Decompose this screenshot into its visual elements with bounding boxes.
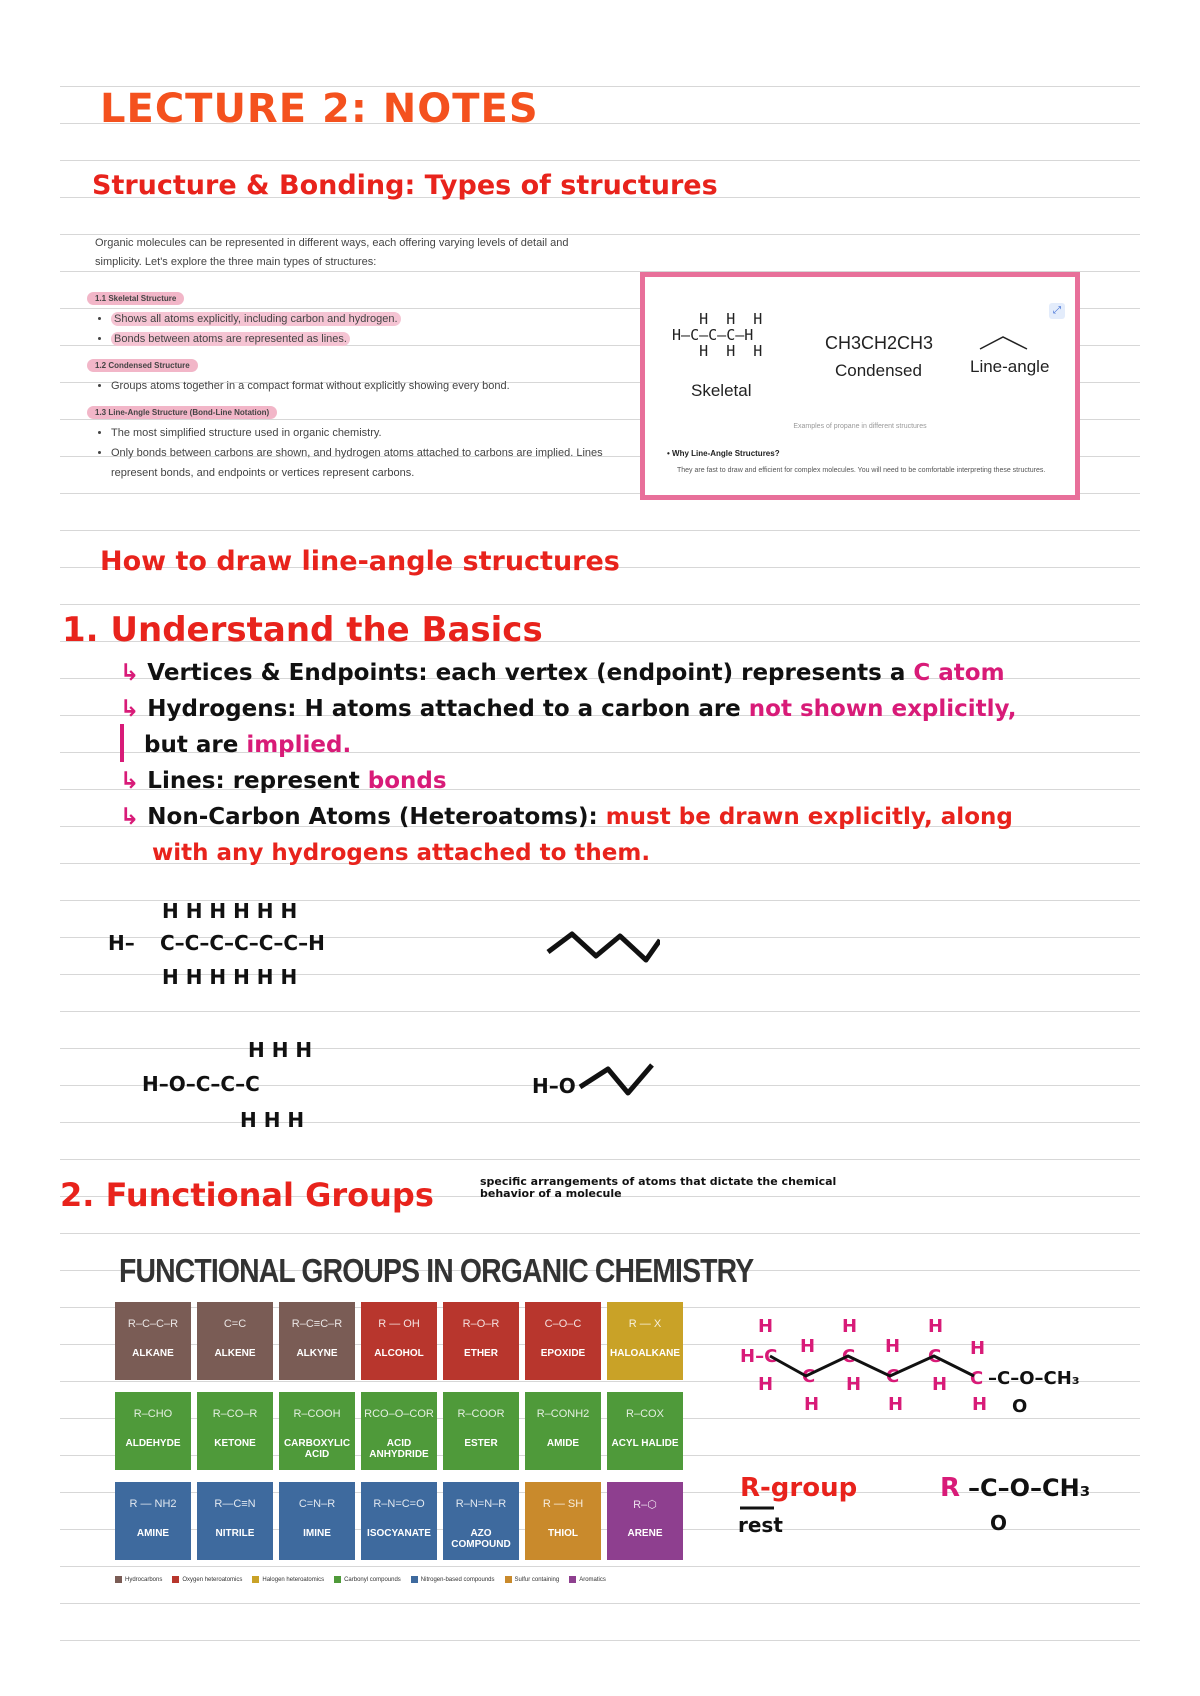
legend-item [569,1576,606,1583]
functional-group-tile [279,1302,355,1380]
functional-groups-poster [115,1252,754,1584]
legend-label: Carbonyl compounds [344,1577,401,1584]
functional-group-tile [279,1482,355,1560]
tile-name: KETONE [214,1438,256,1449]
section-tag-condensed: 1.2 Condensed Structure [87,359,198,372]
functional-group-tile [443,1302,519,1380]
tile-name: ALKANE [132,1348,174,1359]
ruled-line [60,1159,1140,1160]
svg-text:H: H [885,1336,901,1357]
bullet-lines: ↳ Lines: represent bonds [120,768,447,794]
ruled-line [60,1233,1140,1234]
bullet-heteroatoms-continued: with any hydrogens attached to them. [152,840,651,866]
bullet-hydrogens-continued: but are implied. [144,732,352,758]
skeletal-label: Skeletal [691,381,752,400]
tile-name: EPOXIDE [540,1348,586,1359]
textbook-excerpt [95,234,615,487]
tile-name: ALKYNE [296,1348,338,1359]
legend-swatch [115,1576,122,1583]
line-angle-drawing [975,333,1035,353]
tile-name: ISOCYANATE [367,1528,431,1539]
legend-label: Nitrogen-based compounds [420,1577,495,1584]
tile-name: ACYL HALIDE [611,1438,679,1449]
tile-name: ALDEHYDE [125,1438,181,1449]
tile-formula: R—C≡N [214,1498,256,1510]
tile-name: IMINE [303,1528,331,1539]
tile-formula: R–C≡C–R [291,1318,343,1330]
functional-groups-grid [115,1302,705,1560]
tile-formula: R — X [628,1318,662,1330]
list-item: • The most simplified structure used in organic chemistry. [111,423,615,443]
legend-label: Aromatics [579,1577,606,1584]
functional-group-tile [115,1392,191,1470]
tile-name: ALCOHOL [374,1348,424,1359]
svg-text:H H H: H H H [248,1038,313,1062]
ruled-line [60,1011,1140,1012]
tile-name: NITRILE [215,1528,255,1539]
tile-formula: R–CONH2 [536,1408,590,1420]
legend-swatch [252,1576,259,1583]
why-title: • Why Line-Angle Structures? [667,449,780,458]
svg-text:C: C [928,1346,942,1367]
tile-formula: C–O–C [544,1318,582,1330]
bullet-vertices: ↳ Vertices & Endpoints: each vertex (endpoint) represents a C atom [120,660,1005,686]
ruled-line [60,604,1140,605]
tile-formula: RCO–O–COR [364,1408,434,1420]
svg-text:R: R [940,1473,961,1503]
svg-text:H: H [800,1336,816,1357]
tile-name: AMIDE [546,1438,580,1449]
list-item: • Bonds between atoms are represented as lines. [111,329,615,349]
tile-name: ARENE [627,1528,663,1539]
tile-formula: R — NH2 [129,1498,177,1510]
tile-name: AMINE [136,1528,170,1539]
svg-text:H: H [846,1374,862,1395]
page-title: LECTURE 2: NOTES [100,86,539,132]
section-1-heading: 1. Understand the Basics [62,610,543,650]
tile-name: ETHER [464,1348,498,1359]
legend-item [115,1576,162,1583]
hexane-skeletal-drawing [100,890,660,1000]
functional-group-tile [607,1392,683,1470]
functional-group-tile [197,1392,273,1470]
line-angle-list [95,423,615,483]
svg-text:C: C [970,1368,984,1389]
ester-structure-drawing [720,1310,1140,1630]
svg-text:O: O [1012,1396,1028,1417]
legend-swatch [505,1576,512,1583]
legend-swatch [569,1576,576,1583]
svg-text:H: H [758,1316,774,1337]
bracket-mark [120,724,124,762]
svg-text:H: H [758,1374,774,1395]
functional-group-tile [525,1392,601,1470]
legend-item [505,1576,560,1583]
svg-text:–C–O–CH₃: –C–O–CH₃ [988,1368,1080,1389]
svg-text:O: O [990,1511,1008,1535]
list-item: • Groups atoms together in a compact format without explicitly showing every bond. [111,376,615,396]
section-tag-line-angle: 1.3 Line-Angle Structure (Bond-Line Notation) [87,406,277,419]
bullet-hydrogens: ↳ Hydrogens: H atoms attached to a carbon are not shown explicitly, [120,696,1017,722]
tile-formula: R–COOR [457,1408,505,1420]
line-angle-label: Line-angle [970,357,1050,376]
tile-formula: C=N–R [298,1498,336,1510]
functional-group-tile [115,1482,191,1560]
functional-groups-definition: specific arrangements of atoms that dictate the chemical behavior of a molecule [480,1175,837,1200]
functional-group-tile [115,1302,191,1380]
svg-text:H: H [804,1394,820,1415]
tile-name: ACID ANHYDRIDE [369,1438,429,1460]
legend-swatch [334,1576,341,1583]
why-text: They are fast to draw and efficient for complex molecules. You will need to be comfortable interpreting these structures. [677,467,1046,474]
functional-group-tile [525,1302,601,1380]
ruled-line [60,530,1140,531]
card-caption: Examples of propane in different structures [793,423,927,430]
r-group-label: R-group [740,1473,858,1503]
tile-formula: R–N=N–R [455,1498,507,1510]
svg-text:H: H [842,1316,858,1337]
legend-label: Hydrocarbons [125,1577,163,1584]
legend-swatch [411,1576,418,1583]
list-item: • Only bonds between carbons are shown, and hydrogen atoms attached to carbons are implied. Lines represent bonds, and endpoints or vertices represent carbons. [111,443,615,483]
section-tag-skeletal: 1.1 Skeletal Structure [87,292,184,305]
rest-label: rest [738,1513,783,1537]
svg-text:H: H [888,1394,904,1415]
propanol-line-angle [580,1065,652,1093]
list-item: • Shows all atoms explicitly, including carbon and hydrogen. [111,309,615,329]
ruled-line [60,160,1140,161]
tile-name: THIOL [548,1528,578,1539]
condensed-label: Condensed [835,361,922,380]
propanol-skeletal-drawing [140,1035,700,1145]
section-subtitle: Structure & Bonding: Types of structures [92,170,718,201]
tile-name: ESTER [464,1438,498,1449]
tile-name: CARBOXYLIC ACID [283,1438,351,1460]
svg-text:H H H: H H H [240,1108,305,1132]
svg-text:H: H [932,1374,948,1395]
svg-text:H: H [970,1338,986,1359]
legend-label: Sulfur containing [514,1577,560,1584]
skeletal-structure-drawing: H H H H–C–C–C–H H H H [672,310,763,360]
propane-structures-card [640,272,1080,500]
svg-text:H–C: H–C [740,1346,778,1367]
functional-group-tile [361,1392,437,1470]
functional-group-tile [443,1482,519,1560]
tile-formula: R–C–C–R [127,1318,179,1330]
legend-label: Halogen heteroatomics [262,1577,325,1584]
tile-name: ALKENE [214,1348,256,1359]
functional-group-tile [607,1482,683,1560]
tile-formula: R–CO–R [212,1408,258,1420]
functional-group-tile [443,1392,519,1470]
legend-item [172,1576,242,1583]
skeletal-list [95,309,615,349]
svg-text:H: H [928,1316,944,1337]
legend-item [411,1576,495,1583]
tile-formula: R — SH [542,1498,584,1510]
hexane-line-angle [548,934,660,960]
ruled-line [60,1640,1140,1641]
how-to-heading: How to draw line-angle structures [100,546,620,577]
section-2-heading: 2. Functional Groups [60,1176,434,1214]
tile-formula: C=C [223,1318,247,1330]
legend-label: Oxygen heteroatomics [182,1577,243,1584]
svg-text:H H H H H H: H H H H H H [162,899,298,923]
expand-icon[interactable]: ⤢ [1049,303,1065,319]
svg-text:–C–O–CH₃: –C–O–CH₃ [968,1474,1091,1502]
svg-text:C–C–C–C–C–C–H: C–C–C–C–C–C–H [160,931,325,955]
poster-legend [115,1576,705,1583]
tile-formula: R–CHO [133,1408,173,1420]
functional-group-tile [361,1302,437,1380]
svg-text:H–: H– [108,931,135,955]
tile-formula: R–⬡ [633,1499,657,1511]
tile-formula: R — OH [378,1318,420,1330]
tile-formula: R–O–R [462,1318,500,1330]
svg-text:H: H [972,1394,988,1415]
tile-name: HALOALKANE [610,1348,680,1359]
svg-text:C: C [842,1346,856,1367]
functional-group-tile [197,1302,273,1380]
poster-title: FUNCTIONAL GROUPS IN ORGANIC CHEMISTRY [119,1252,754,1289]
functional-group-tile [197,1482,273,1560]
legend-swatch [172,1576,179,1583]
tile-formula: R–COX [626,1408,664,1420]
functional-group-tile [525,1482,601,1560]
tile-formula: R–N=C=O [373,1498,425,1510]
functional-group-tile [361,1482,437,1560]
intro-paragraph: Organic molecules can be represented in different ways, each offering varying levels of detail and simplicity. Let's explore the three main types of structures: [95,237,569,268]
svg-text:H H H H H H: H H H H H H [162,965,298,989]
svg-text:H–O–C–C–C: H–O–C–C–C [142,1072,260,1096]
functional-group-tile [607,1302,683,1380]
svg-text:H–O: H–O [532,1074,576,1098]
bullet-heteroatoms: ↳ Non-Carbon Atoms (Heteroatoms): must be drawn explicitly, along [120,804,1013,830]
svg-text:C: C [886,1366,900,1387]
svg-text:C: C [802,1366,816,1387]
tile-name: AZO COMPOUND [451,1528,511,1550]
legend-item [252,1576,324,1583]
condensed-list [95,376,615,396]
tile-formula: R–COOH [293,1408,341,1420]
legend-item [334,1576,401,1583]
condensed-formula: CH3CH2CH3 [825,333,934,353]
functional-group-tile [279,1392,355,1470]
